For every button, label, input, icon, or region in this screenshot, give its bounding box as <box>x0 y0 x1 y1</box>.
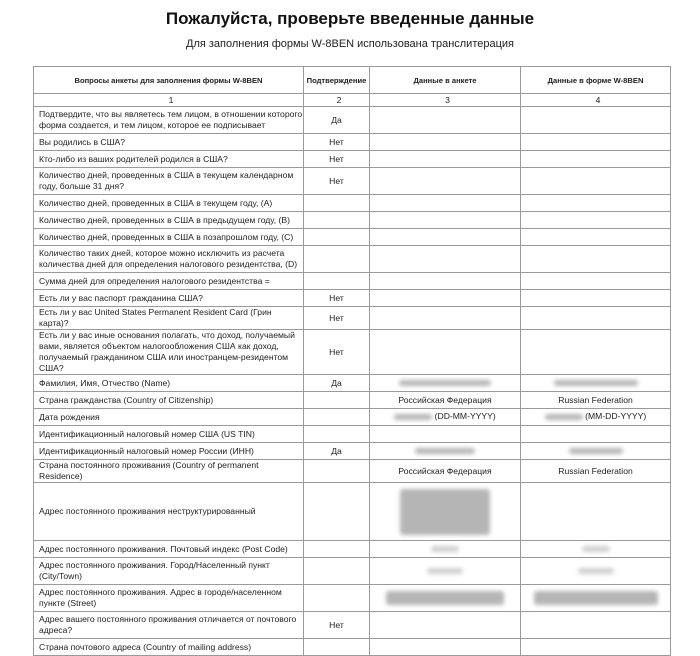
anketa-cell <box>370 168 521 195</box>
redacted-date <box>394 414 432 420</box>
w8ben-cell <box>521 541 671 558</box>
table-row <box>34 460 671 483</box>
question-cell: Количество дней, проведенных в США в текущем календарном году, больше 31 дня? <box>34 168 304 195</box>
anketa-cell <box>370 195 521 212</box>
redacted-city <box>427 568 463 574</box>
anketa-cell <box>370 229 521 246</box>
redacted-name <box>554 380 638 386</box>
table-row <box>34 585 671 612</box>
question-cell: Количество дней, проведенных в США в позапрошлом году, (C) <box>34 229 304 246</box>
table-row <box>34 273 671 290</box>
w8ben-cell <box>521 330 671 375</box>
anketa-cell <box>370 273 521 290</box>
w8ben-cell <box>521 426 671 443</box>
confirmation-cell: Нет <box>304 307 370 330</box>
column-number-row <box>34 94 671 107</box>
confirmation-cell: Нет <box>304 168 370 195</box>
header-questions: Вопросы анкеты для заполнения формы W-8BEN <box>34 67 304 94</box>
column-number: 1 <box>34 94 304 107</box>
w8ben-cell <box>521 307 671 330</box>
confirmation-cell: Да <box>304 443 370 460</box>
question-cell: Дата рождения <box>34 409 304 426</box>
confirmation-cell <box>304 585 370 612</box>
question-cell: Адрес постоянного проживания. Адрес в городе/населенном пункте (Street) <box>34 585 304 612</box>
table-row <box>34 443 671 460</box>
question-cell: Страна гражданства (Country of Citizenship) <box>34 392 304 409</box>
redacted-address <box>400 489 490 535</box>
redacted-post-code <box>582 546 610 552</box>
w8ben-cell <box>521 585 671 612</box>
redacted-street <box>534 591 658 605</box>
w8ben-cell: Russian Federation <box>521 460 671 483</box>
question-cell: Адрес постоянного проживания. Почтовый индекс (Post Code) <box>34 541 304 558</box>
anketa-cell <box>370 212 521 229</box>
confirmation-cell <box>304 392 370 409</box>
redacted-name <box>399 380 491 386</box>
redacted-street <box>386 591 504 605</box>
w8ben-cell <box>521 409 671 426</box>
anketa-cell: Российская Федерация <box>370 392 521 409</box>
table-row <box>34 134 671 151</box>
w8ben-cell <box>521 195 671 212</box>
anketa-cell <box>370 541 521 558</box>
w8ben-cell <box>521 212 671 229</box>
question-cell: Есть ли у вас United States Permanent Resident Card (Грин карта)? <box>34 307 304 330</box>
confirmation-cell: Нет <box>304 134 370 151</box>
header-anketa-data: Данные в анкете <box>370 67 521 94</box>
w8ben-cell <box>521 443 671 460</box>
redacted-inn <box>569 448 623 454</box>
confirmation-cell: Да <box>304 375 370 392</box>
table-row <box>34 426 671 443</box>
question-cell: Количество дней, проведенных в США в предыдущем году, (B) <box>34 212 304 229</box>
redacted-post-code <box>431 546 459 552</box>
w8ben-cell <box>521 612 671 639</box>
table-row <box>34 246 671 273</box>
confirmation-cell: Нет <box>304 151 370 168</box>
date-format-label: (MM-DD-YYYY) <box>585 411 647 422</box>
table-row <box>34 558 671 585</box>
confirmation-cell <box>304 558 370 585</box>
confirmation-cell <box>304 273 370 290</box>
anketa-cell <box>370 585 521 612</box>
confirmation-cell <box>304 483 370 541</box>
w8ben-cell: Russian Federation <box>521 392 671 409</box>
redacted-inn <box>415 448 475 454</box>
table-row <box>34 290 671 307</box>
anketa-cell <box>370 639 521 656</box>
confirmation-cell: Нет <box>304 290 370 307</box>
w8ben-cell <box>521 134 671 151</box>
anketa-cell <box>370 612 521 639</box>
w8ben-cell <box>521 290 671 307</box>
anketa-cell <box>370 375 521 392</box>
anketa-cell <box>370 151 521 168</box>
w8ben-cell <box>521 246 671 273</box>
column-number: 2 <box>304 94 370 107</box>
anketa-cell <box>370 246 521 273</box>
question-cell: Подтвердите, что вы являетесь тем лицом, в отношении которого форма создается, и тем лицом, которое ее подписывает <box>34 107 304 134</box>
question-cell: Количество дней, проведенных в США в текущем году, (A) <box>34 195 304 212</box>
confirmation-cell <box>304 246 370 273</box>
anketa-cell <box>370 134 521 151</box>
table-row <box>34 107 671 134</box>
question-cell: Фамилия, Имя, Отчество (Name) <box>34 375 304 392</box>
verification-table <box>33 66 671 656</box>
question-cell: Сумма дней для определения налогового резидентства = <box>34 273 304 290</box>
anketa-cell <box>370 107 521 134</box>
date-format-label: (DD-MM-YYYY) <box>434 411 496 422</box>
question-cell: Страна почтового адреса (Country of mailing address) <box>34 639 304 656</box>
table-row <box>34 229 671 246</box>
question-cell: Идентификационный налоговый номер США (US TIN) <box>34 426 304 443</box>
confirmation-cell <box>304 460 370 483</box>
w8ben-cell <box>521 107 671 134</box>
table-row <box>34 195 671 212</box>
w8ben-cell <box>521 558 671 585</box>
column-number: 3 <box>370 94 521 107</box>
table-row <box>34 330 671 375</box>
w8ben-cell <box>521 483 671 541</box>
table-row <box>34 409 671 426</box>
w8ben-cell <box>521 151 671 168</box>
confirmation-cell <box>304 409 370 426</box>
table-row <box>34 168 671 195</box>
table-header-row <box>34 67 671 94</box>
question-cell: Есть ли у вас иные основания полагать, что доход, получаемый вами, является объектом налогообложения США как доход, получаемый гражданином США или иностранцем-резидентом США? <box>34 330 304 375</box>
table-row <box>34 483 671 541</box>
header-w8ben-data: Данные в форме W-8BEN <box>521 67 671 94</box>
table-row <box>34 151 671 168</box>
confirmation-cell: Нет <box>304 330 370 375</box>
confirmation-cell <box>304 639 370 656</box>
anketa-cell <box>370 443 521 460</box>
anketa-cell <box>370 290 521 307</box>
page-subtitle: Для заполнения формы W-8BEN использована транслитерация <box>186 38 514 50</box>
confirmation-cell <box>304 229 370 246</box>
question-cell: Адрес постоянного проживания. Город/Населенный пункт (City/Town) <box>34 558 304 585</box>
question-cell: Адрес постоянного проживания неструктурированный <box>34 483 304 541</box>
w8ben-cell <box>521 229 671 246</box>
anketa-cell <box>370 558 521 585</box>
table-row <box>34 612 671 639</box>
table-row <box>34 375 671 392</box>
table-row <box>34 392 671 409</box>
table-row <box>34 307 671 330</box>
w8ben-cell <box>521 168 671 195</box>
question-cell: Вы родились в США? <box>34 134 304 151</box>
w8ben-cell <box>521 639 671 656</box>
anketa-cell <box>370 330 521 375</box>
question-cell: Адрес вашего постоянного проживания отличается от почтового адреса? <box>34 612 304 639</box>
header-confirmation: Подтверждение <box>304 67 370 94</box>
anketa-cell: Российская Федерация <box>370 460 521 483</box>
anketa-cell <box>370 483 521 541</box>
question-cell: Кто-либо из ваших родителей родился в США? <box>34 151 304 168</box>
anketa-cell <box>370 409 521 426</box>
confirmation-cell <box>304 541 370 558</box>
confirmation-cell <box>304 426 370 443</box>
confirmation-cell <box>304 212 370 229</box>
question-cell: Идентификационный налоговый номер России (ИНН) <box>34 443 304 460</box>
question-cell: Страна постоянного проживания (Country of permanent Residence) <box>34 460 304 483</box>
confirmation-cell: Да <box>304 107 370 134</box>
question-cell: Есть ли у вас паспорт гражданина США? <box>34 290 304 307</box>
redacted-city <box>578 568 614 574</box>
table-row <box>34 212 671 229</box>
column-number: 4 <box>521 94 671 107</box>
anketa-cell <box>370 307 521 330</box>
confirmation-cell <box>304 195 370 212</box>
confirmation-cell: Нет <box>304 612 370 639</box>
anketa-cell <box>370 426 521 443</box>
w8ben-cell <box>521 375 671 392</box>
redacted-date <box>545 414 583 420</box>
question-cell: Количество таких дней, которое можно исключить из расчета количества дней для определения налогового резидентства, (D) <box>34 246 304 273</box>
page-title: Пожалуйста, проверьте введенные данные <box>165 9 535 28</box>
w8ben-cell <box>521 273 671 290</box>
table-row <box>34 639 671 656</box>
table-row <box>34 541 671 558</box>
